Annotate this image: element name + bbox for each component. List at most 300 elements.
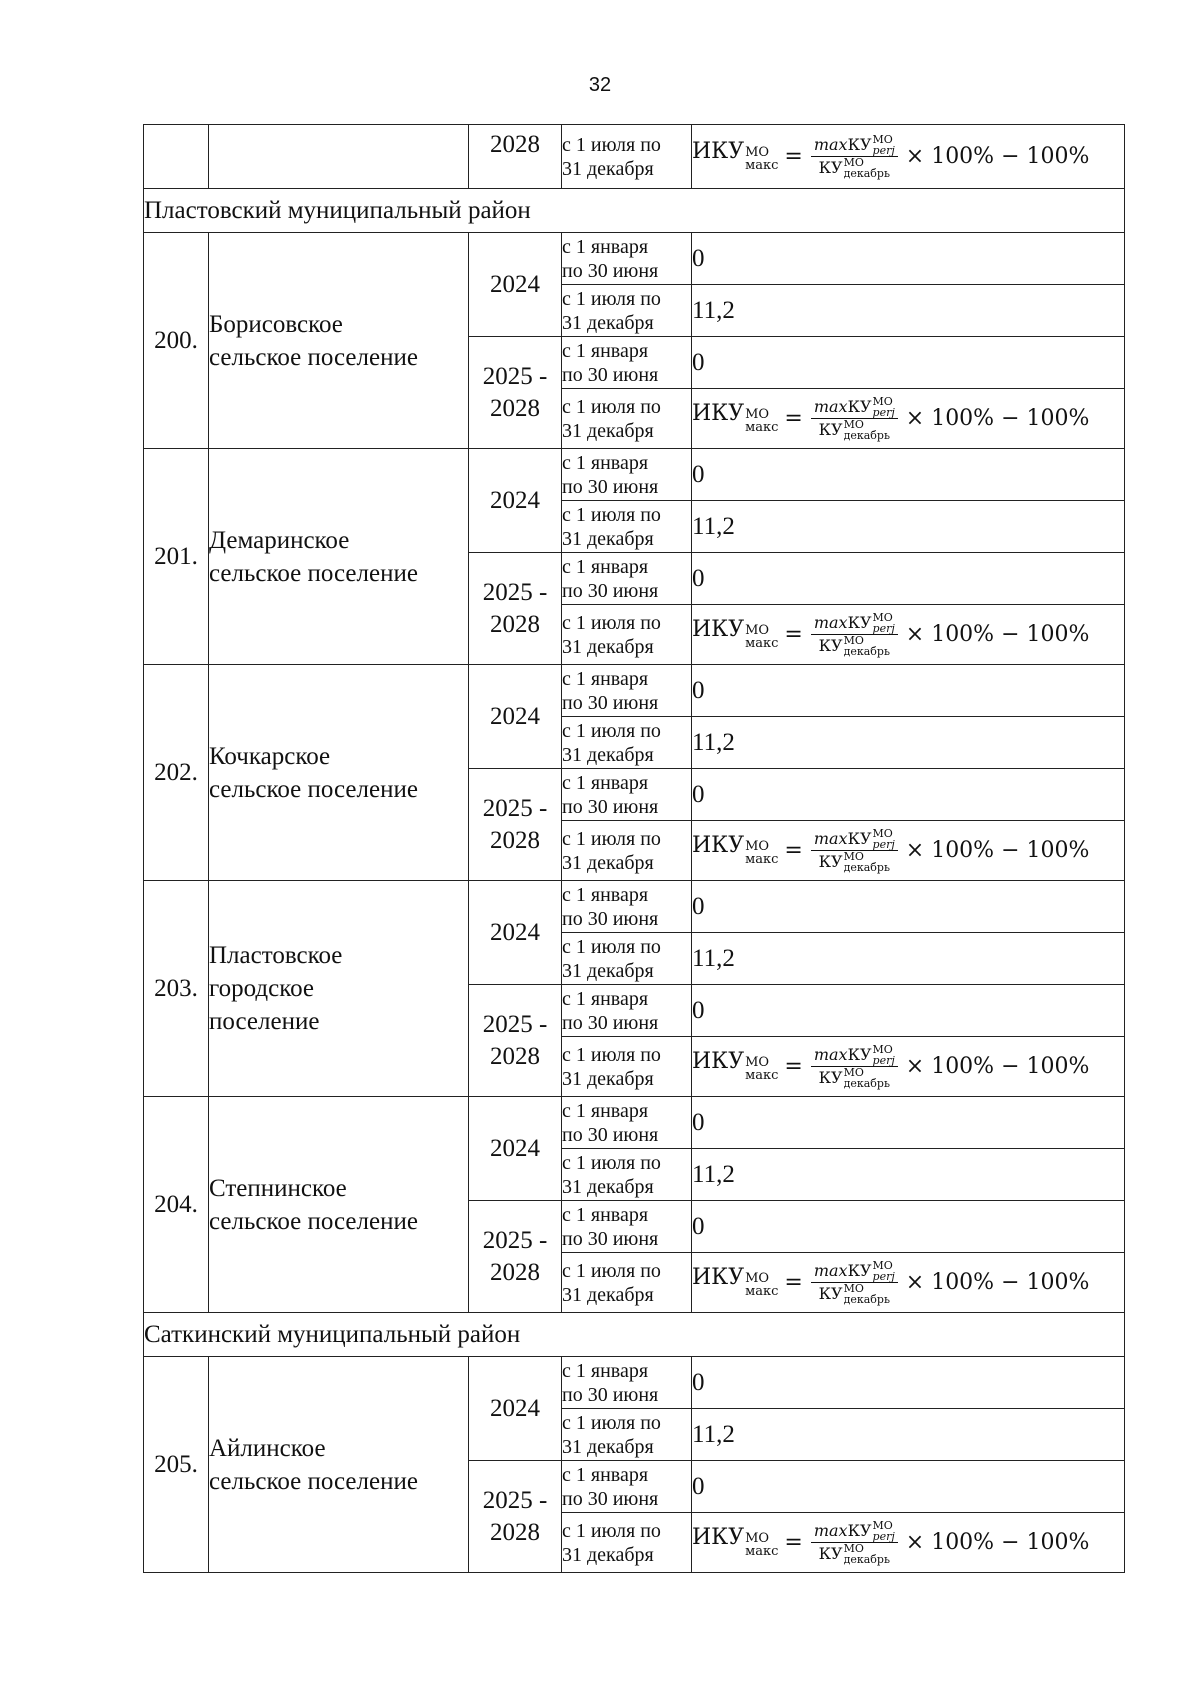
period-line: 31 декабря [562,851,654,874]
value-cell: 0 [692,665,1125,717]
period-line: 31 декабря [562,1435,654,1458]
formula-den-symbol: КУ [818,158,843,177]
period-cell [562,1357,692,1409]
formula-lhs-sub: макс [745,852,779,867]
formula-fraction [811,612,898,657]
settlement-name-line: Демаринское [209,526,350,554]
period-cell [562,605,692,665]
formula-lhs-sub: макс [745,1284,779,1299]
formula-den-sub: декабрь [843,1077,890,1090]
formula-den-sup: МО [843,1066,864,1079]
formula-num-sup: МО [872,611,893,624]
formula-lhs-sub: макс [745,1068,779,1083]
period-line: с 1 января [562,1099,649,1122]
formula [692,1520,1089,1565]
formula-denominator [816,1067,893,1089]
formula-fraction [811,1520,898,1565]
period-line: с 1 июля по [562,935,661,958]
formula-den-sup: МО [843,156,864,169]
period-line: с 1 июля по [562,827,661,850]
year-range-line: 2025 - [482,578,548,606]
settlement-name-line: сельское поселение [209,1207,418,1235]
settlement-number: 202. [144,665,209,881]
settlement-name [209,449,469,665]
year-range-line: 2028 [490,1042,540,1070]
formula-max: max [813,613,848,632]
formula-num-symbol: КУ [847,1521,872,1540]
formula-lhs-indices [745,146,778,172]
settlement-name [209,665,469,881]
formula-tail: × 100% − 100% [905,1530,1090,1555]
period-line: 31 декабря [562,1543,654,1566]
period-cell [562,985,692,1037]
formula-lhs-symbol: ИКУ [692,1265,745,1290]
period-line: с 1 января [562,555,649,578]
period-line: 31 декабря [562,959,654,982]
formula-den-sub: декабрь [843,645,890,658]
period-line: по 30 июня [562,1011,659,1034]
period-cell [562,501,692,553]
settlement-name-line: Степнинское [209,1174,347,1202]
district-row [144,189,1125,233]
period-line: 31 декабря [562,419,654,442]
year-range-cell [469,1201,562,1313]
settlement-name [209,881,469,1097]
value-cell: 11,2 [692,1409,1125,1461]
settlement-name-line: сельское поселение [209,559,418,587]
formula-lhs-sup: МО [745,1271,770,1286]
period-line: по 30 июня [562,1487,659,1510]
formula-den-indices [844,851,890,873]
value-cell: 11,2 [692,933,1125,985]
period-line: по 30 июня [562,907,659,930]
formula-den-sub: декабрь [843,1553,890,1566]
formula-lhs [692,833,778,868]
period-cell [562,1513,692,1573]
formula-num-symbol: КУ [847,135,872,154]
settlement-name-line: Пластовское [209,942,343,969]
formula-den-indices [844,1067,890,1089]
formula-lhs-sup: МО [745,1055,770,1070]
formula-lhs-sup: МО [745,407,770,422]
formula-lhs-sup: МО [745,623,770,638]
formula-max: max [813,135,848,154]
value-cell: 0 [692,769,1125,821]
period-line: с 1 июля по [562,133,661,156]
formula-max: max [813,1261,848,1280]
table-row [144,233,1125,285]
formula-den-sup: МО [843,418,864,431]
formula-denominator [816,1543,893,1565]
table-body [144,125,1125,1573]
formula-lhs-symbol: ИКУ [692,401,745,426]
formula-equals: = [784,1054,803,1079]
period-cell [562,769,692,821]
period-cell [562,1037,692,1097]
formula-den-symbol: КУ [818,1544,843,1563]
year-range-line: 2028 [490,1518,540,1546]
formula [692,1260,1089,1305]
period-cell [562,285,692,337]
formula-num-sub: perj [872,406,895,419]
period-line: с 1 января [562,1463,649,1486]
formula-den-indices [844,635,890,657]
formula-cell [692,389,1125,449]
period-line: 31 декабря [562,1283,654,1306]
year-range-cell [469,769,562,881]
formula-lhs-indices [745,1532,778,1558]
period-line: с 1 июля по [562,1519,661,1542]
year-cell: 2024 [469,1357,562,1461]
formula-numerator [811,1520,898,1543]
year-range-cell [469,985,562,1097]
formula-num-sup: МО [872,133,893,146]
formula-num-indices [873,1520,895,1542]
period-line: с 1 июля по [562,1151,661,1174]
period-line: 31 декабря [562,635,654,658]
period-line: с 1 июля по [562,1043,661,1066]
value-cell: 0 [692,1097,1125,1149]
year-range-line: 2028 [490,1258,540,1286]
formula-den-indices [844,1283,890,1305]
formula-den-symbol: КУ [818,1284,843,1303]
formula [692,612,1089,657]
period-cell [562,233,692,285]
period-cell [562,337,692,389]
formula-num-indices [873,134,895,156]
formula-fraction [811,1044,898,1089]
formula-lhs-symbol: ИКУ [692,1525,745,1550]
formula-lhs [692,401,778,436]
period-line: по 30 июня [562,795,659,818]
period-line: по 30 июня [562,1383,659,1406]
formula-lhs-sup: МО [745,145,770,160]
formula-numerator [811,1260,898,1283]
value-cell: 11,2 [692,285,1125,337]
formula-equals: = [784,838,803,863]
year-range-line: 2028 [490,610,540,638]
period-line: с 1 июля по [562,503,661,526]
year-range-line: 2028 [490,394,540,422]
formula-num-symbol: КУ [847,613,872,632]
period-cell [562,1253,692,1313]
value-cell: 0 [692,1461,1125,1513]
period-cell [562,933,692,985]
district-name: Саткинский муниципальный район [144,1313,1125,1357]
formula-den-sub: декабрь [843,167,890,180]
year-range-cell [469,553,562,665]
formula-den-indices [844,157,890,179]
year-range-line: 2025 - [482,794,548,822]
formula-lhs-indices [745,840,778,866]
settlement-name-line: сельское поселение [209,1467,418,1495]
formula-lhs-indices [745,624,778,650]
settlement-number: 203. [144,881,209,1097]
period-line: с 1 января [562,1203,649,1226]
year-range-line: 2025 - [482,1486,548,1514]
table-row [144,881,1125,933]
settlement-number: 200. [144,233,209,449]
formula-equals: = [784,1270,803,1295]
period-cell [562,881,692,933]
formula-fraction [811,396,898,441]
settlement-name-line: сельское поселение [209,343,418,371]
period-line: 31 декабря [562,1175,654,1198]
formula-numerator [811,828,898,851]
period-line: по 30 июня [562,1123,659,1146]
formula-den-sub: декабрь [843,861,890,874]
formula-max: max [813,1045,848,1064]
formula-cell [692,1253,1125,1313]
period-line: с 1 июля по [562,1411,661,1434]
period-line: по 30 июня [562,1227,659,1250]
formula-fraction [811,134,898,179]
period-cell [562,1149,692,1201]
formula-lhs-indices [745,408,778,434]
formula-lhs-indices [745,1056,778,1082]
period-line: с 1 января [562,987,649,1010]
period-cell [562,389,692,449]
value-cell: 0 [692,233,1125,285]
formula-denominator [816,157,893,179]
period-line: 31 декабря [562,157,654,180]
formula-num-sup: МО [872,1259,893,1272]
formula-fraction [811,828,898,873]
formula-num-sub: perj [872,1054,895,1067]
value-cell: 0 [692,881,1125,933]
table-row [144,665,1125,717]
period-cell [562,553,692,605]
formula-lhs-sub: макс [745,158,779,173]
formula-den-symbol: КУ [818,1068,843,1087]
period-line: 31 декабря [562,743,654,766]
formula-lhs-symbol: ИКУ [692,139,745,164]
year-range-line: 2028 [490,826,540,854]
year-range-line: 2025 - [482,1010,548,1038]
formula-max: max [813,829,848,848]
period-line: 31 декабря [562,1067,654,1090]
formula [692,396,1089,441]
period-cell [562,717,692,769]
formula [692,134,1089,179]
formula-num-sup: МО [872,395,893,408]
formula-lhs-symbol: ИКУ [692,617,745,642]
period-line: с 1 января [562,667,649,690]
empty-cell [209,125,469,189]
formula-num-sub: perj [872,622,895,635]
formula-lhs-indices [745,1272,778,1298]
formula-num-symbol: КУ [847,397,872,416]
year-cell: 2024 [469,881,562,985]
formula-num-indices [873,1260,895,1282]
formula-lhs-symbol: ИКУ [692,833,745,858]
formula-den-sup: МО [843,1542,864,1555]
formula-num-indices [873,828,895,850]
period-line: с 1 июля по [562,719,661,742]
settlement-name-line: сельское поселение [209,775,418,803]
value-cell: 11,2 [692,717,1125,769]
formula-num-sub: perj [872,1270,895,1283]
settlement-name-line: поселение [209,1008,320,1035]
page-number: 32 [588,74,612,96]
formula-num-indices [873,1044,895,1066]
formula-max: max [813,1521,848,1540]
period-cell [562,449,692,501]
table-row [144,1357,1125,1409]
formula-numerator [811,396,898,419]
formula-equals: = [784,622,803,647]
period-line: с 1 января [562,451,649,474]
formula-num-indices [873,396,895,418]
formula-tail: × 100% − 100% [905,1054,1090,1079]
value-cell: 0 [692,553,1125,605]
formula [692,828,1089,873]
empty-cell [144,125,209,189]
year-cell: 2024 [469,233,562,337]
year-cell: 2024 [469,1097,562,1201]
formula-denominator [816,1283,893,1305]
period-line: с 1 января [562,339,649,362]
formula-numerator [811,1044,898,1067]
settlement-number: 204. [144,1097,209,1313]
formula-tail: × 100% − 100% [905,1270,1090,1295]
formula-lhs [692,139,778,174]
period-line: с 1 января [562,235,649,258]
period-line: с 1 января [562,771,649,794]
settlement-name-line: Борисовское [209,310,343,338]
period-cell [562,1097,692,1149]
district-name: Пластовский муниципальный район [144,189,1125,233]
formula-numerator [811,134,898,157]
value-cell: 0 [692,1357,1125,1409]
formula-num-symbol: КУ [847,1261,872,1280]
period-cell [562,1201,692,1253]
formula-equals: = [784,144,803,169]
period-cell [562,1409,692,1461]
year-cell: 2024 [469,665,562,769]
value-cell: 0 [692,337,1125,389]
formula-num-symbol: КУ [847,1045,872,1064]
formula-fraction [811,1260,898,1305]
value-cell: 11,2 [692,501,1125,553]
period-line: по 30 июня [562,363,659,386]
formula-tail: × 100% − 100% [905,838,1090,863]
district-row [144,1313,1125,1357]
formula-num-sub: perj [872,144,895,157]
settlement-name [209,1357,469,1573]
formula-cell [692,821,1125,881]
formula-lhs [692,617,778,652]
period-line: с 1 января [562,1359,649,1382]
formula-lhs-sub: макс [745,420,779,435]
formula-equals: = [784,406,803,431]
period-cell [562,125,692,189]
formula-den-sup: МО [843,1282,864,1295]
formula-cell [692,1513,1125,1573]
period-line: с 1 июля по [562,395,661,418]
period-line: по 30 июня [562,579,659,602]
settlement-name-line: городское [209,975,315,1002]
formula-lhs-sup: МО [745,1531,770,1546]
period-cell [562,821,692,881]
formula-num-sub: perj [872,1530,895,1543]
period-line: 31 декабря [562,311,654,334]
formula-den-symbol: КУ [818,420,843,439]
value-cell: 0 [692,1201,1125,1253]
formula-cell [692,1037,1125,1097]
period-line: с 1 июля по [562,1259,661,1282]
period-line: по 30 июня [562,475,659,498]
period-line: по 30 июня [562,691,659,714]
settlement-number: 205. [144,1357,209,1573]
formula-num-sup: МО [872,827,893,840]
formula-tail: × 100% − 100% [905,406,1090,431]
formula-num-indices [873,612,895,634]
year-range-line: 2025 - [482,362,548,390]
formula-lhs-sub: макс [745,1544,779,1559]
formula-lhs [692,1525,778,1560]
formula-tail: × 100% − 100% [905,622,1090,647]
period-line: по 30 июня [562,259,659,282]
formula-lhs-sup: МО [745,839,770,854]
year-cell: 2024 [469,449,562,553]
formula-num-sub: perj [872,838,895,851]
formula-den-symbol: КУ [818,636,843,655]
settlement-number: 201. [144,449,209,665]
settlement-name-line: Кочкарское [209,742,331,770]
year-range-line: 2025 - [482,1226,548,1254]
formula-den-indices [844,419,890,441]
period-line: 31 декабря [562,527,654,550]
formula-den-sub: декабрь [843,1293,890,1306]
table-row-top-fragment [144,125,1125,189]
year-cell: 2028 [469,125,562,189]
formula-max: max [813,397,848,416]
formula-equals: = [784,1530,803,1555]
tariff-index-table [143,124,1125,1573]
formula-den-symbol: КУ [818,852,843,871]
formula-den-sup: МО [843,850,864,863]
period-cell [562,665,692,717]
formula-num-sup: МО [872,1043,893,1056]
formula-lhs [692,1265,778,1300]
formula-den-sub: декабрь [843,429,890,442]
formula [692,1044,1089,1089]
formula-numerator [811,612,898,635]
formula-denominator [816,635,893,657]
settlement-name [209,1097,469,1313]
period-line: с 1 июля по [562,287,661,310]
period-line: с 1 января [562,883,649,906]
formula-lhs-symbol: ИКУ [692,1049,745,1074]
formula-cell [692,125,1125,189]
formula-lhs [692,1049,778,1084]
value-cell: 0 [692,449,1125,501]
formula-lhs-sub: макс [745,636,779,651]
formula-denominator [816,419,893,441]
period-line: с 1 июля по [562,611,661,634]
settlement-name [209,233,469,449]
year-range-cell [469,1461,562,1573]
value-cell: 11,2 [692,1149,1125,1201]
formula-cell [692,605,1125,665]
formula-den-indices [844,1543,890,1565]
value-cell: 0 [692,985,1125,1037]
formula-den-sup: МО [843,634,864,647]
table-row [144,1097,1125,1149]
year-range-cell [469,337,562,449]
formula-num-sup: МО [872,1519,893,1532]
